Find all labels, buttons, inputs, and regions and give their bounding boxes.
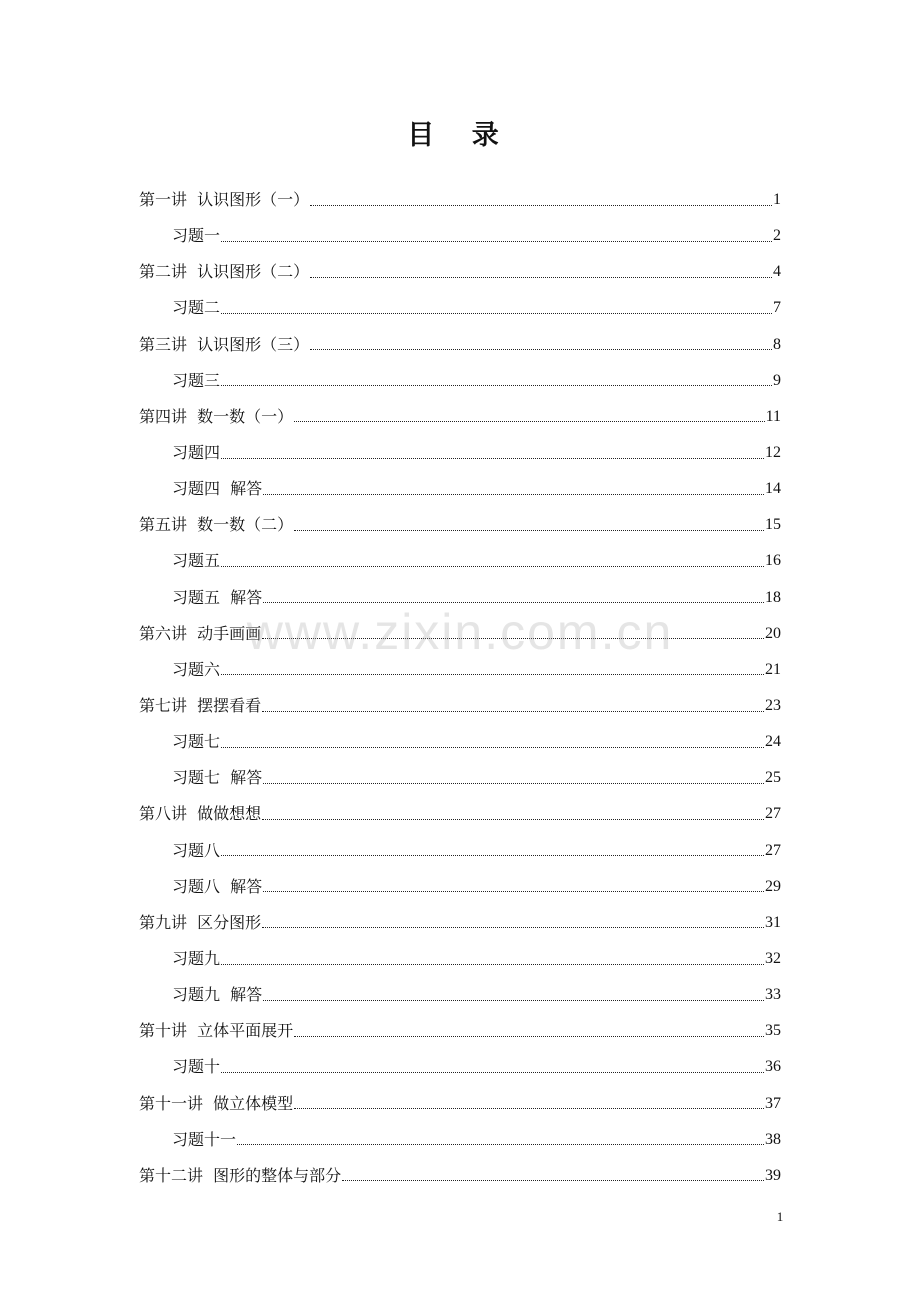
- toc-entry-page: 39: [765, 1166, 781, 1184]
- dot-leader: [262, 638, 764, 639]
- dot-leader: [263, 783, 764, 784]
- toc-entry-label: 第八讲 做做想想: [139, 804, 262, 824]
- toc-entry-page: 7: [773, 299, 781, 317]
- toc-entry[interactable]: [139, 796, 781, 832]
- toc-entry-page: 35: [765, 1022, 781, 1040]
- toc-entry-page: 4: [773, 263, 781, 281]
- toc-entry-page: 8: [773, 335, 781, 353]
- dot-leader: [221, 855, 764, 856]
- dot-leader: [294, 1036, 764, 1037]
- toc-entry-page: 20: [765, 624, 781, 642]
- toc-entry-label: 第四讲 数一数（一）: [139, 406, 294, 426]
- toc-subentry[interactable]: [139, 977, 781, 1013]
- toc-entry-label: 习题八: [172, 840, 221, 860]
- toc-entry-page: 18: [765, 588, 781, 606]
- toc-entry[interactable]: [139, 1013, 781, 1049]
- toc-entry-page: 32: [765, 950, 781, 968]
- toc-entry-page: 23: [765, 697, 781, 715]
- dot-leader: [263, 602, 764, 603]
- page-title: 目 录: [407, 120, 513, 151]
- toc-subentry[interactable]: [139, 543, 781, 579]
- toc-subentry[interactable]: [139, 1049, 781, 1085]
- toc-entry-page: 38: [765, 1130, 781, 1148]
- toc-entry-label: 习题二: [172, 298, 221, 318]
- toc-entry-label: 习题四: [172, 443, 221, 463]
- watermark: www.zixin.com.cn: [246, 604, 674, 660]
- toc-entry-label: 习题十: [172, 1057, 221, 1077]
- dot-leader: [237, 1144, 764, 1145]
- dot-leader: [221, 385, 772, 386]
- dot-leader: [262, 819, 764, 820]
- toc-entry-label: 第一讲 认识图形（一）: [139, 190, 310, 210]
- toc-entry-label: 习题四 解答: [172, 479, 263, 499]
- page-number: 1: [776, 1209, 784, 1224]
- toc-entry-page: 24: [765, 733, 781, 751]
- toc-entry[interactable]: [139, 905, 781, 941]
- toc-subentry[interactable]: [139, 580, 781, 616]
- dot-leader: [221, 313, 772, 314]
- toc-entry[interactable]: [139, 688, 781, 724]
- toc-subentry[interactable]: [139, 941, 781, 977]
- toc-entry-page: 12: [765, 444, 781, 462]
- toc-entry[interactable]: [139, 616, 781, 652]
- dot-leader: [221, 458, 764, 459]
- toc-subentry[interactable]: [139, 218, 781, 254]
- toc-entry-page: 37: [765, 1094, 781, 1112]
- toc-entry-label: 习题五: [172, 551, 221, 571]
- toc-entry-page: 27: [765, 805, 781, 823]
- toc-entry[interactable]: [139, 507, 781, 543]
- toc-entry-page: 11: [765, 407, 781, 425]
- toc-entry-label: 习题九 解答: [172, 985, 263, 1005]
- toc-entry[interactable]: [139, 254, 781, 290]
- toc-subentry[interactable]: [139, 435, 781, 471]
- dot-leader: [294, 421, 764, 422]
- toc-entry[interactable]: [139, 327, 781, 363]
- toc-entry-page: 33: [765, 986, 781, 1004]
- dot-leader: [221, 964, 764, 965]
- toc-entry-page: 27: [765, 841, 781, 859]
- toc-subentry[interactable]: [139, 724, 781, 760]
- dot-leader: [221, 747, 764, 748]
- dot-leader: [263, 1000, 764, 1001]
- toc-entry-label: 习题七 解答: [172, 768, 263, 788]
- dot-leader: [310, 349, 772, 350]
- toc-entry-label: 第九讲 区分图形: [139, 912, 262, 932]
- toc-entry-label: 习题八 解答: [172, 876, 263, 896]
- toc-entry-page: 16: [765, 552, 781, 570]
- toc-entry-label: 习题三: [172, 370, 221, 390]
- toc-entry[interactable]: [139, 182, 781, 218]
- toc-entry-page: 31: [765, 913, 781, 931]
- dot-leader: [294, 530, 764, 531]
- toc-entry-label: 第十讲 立体平面展开: [139, 1021, 294, 1041]
- toc-entry-label: 习题五 解答: [172, 587, 263, 607]
- toc-subentry[interactable]: [139, 869, 781, 905]
- toc-entry[interactable]: [139, 399, 781, 435]
- toc-entry-page: 21: [765, 660, 781, 678]
- toc-entry-label: 第七讲 摆摆看看: [139, 696, 262, 716]
- dot-leader: [221, 1072, 764, 1073]
- toc-entry-label: 习题一: [172, 226, 221, 246]
- toc-entry-page: 9: [773, 371, 781, 389]
- toc-entry-page: 29: [765, 877, 781, 895]
- dot-leader: [221, 566, 764, 567]
- toc-entry-label: 第十二讲 图形的整体与部分: [139, 1165, 342, 1185]
- dot-leader: [263, 891, 764, 892]
- dot-leader: [221, 674, 764, 675]
- toc-entry-page: 25: [765, 769, 781, 787]
- toc-entry-label: 习题九: [172, 949, 221, 969]
- dot-leader: [263, 494, 764, 495]
- toc-subentry[interactable]: [139, 1122, 781, 1158]
- toc-entry-page: 14: [765, 480, 781, 498]
- dot-leader: [310, 205, 772, 206]
- toc-entry-label: 第二讲 认识图形（二）: [139, 262, 310, 282]
- toc-entry-page: 2: [773, 227, 781, 245]
- toc-entry-label: 第十一讲 做立体模型: [139, 1093, 294, 1113]
- dot-leader: [342, 1180, 764, 1181]
- toc-entry[interactable]: [139, 1158, 781, 1194]
- dot-leader: [262, 711, 764, 712]
- toc-subentry[interactable]: [139, 363, 781, 399]
- toc-entry-page: 15: [765, 516, 781, 534]
- dot-leader: [294, 1108, 764, 1109]
- toc-subentry[interactable]: [139, 833, 781, 869]
- toc-entry-label: 第三讲 认识图形（三）: [139, 334, 310, 354]
- toc-entry-label: 第五讲 数一数（二）: [139, 515, 294, 535]
- toc-entry-page: 1: [773, 191, 781, 209]
- toc-subentry[interactable]: [139, 471, 781, 507]
- toc-entry-label: 第六讲 动手画画: [139, 623, 262, 643]
- toc-subentry[interactable]: [139, 760, 781, 796]
- toc-entry[interactable]: [139, 1086, 781, 1122]
- toc-entry-label: 习题十一: [172, 1129, 237, 1149]
- toc-entry-page: 36: [765, 1058, 781, 1076]
- toc-subentry[interactable]: [139, 652, 781, 688]
- dot-leader: [310, 277, 772, 278]
- table-of-contents: [139, 182, 781, 1194]
- dot-leader: [262, 927, 764, 928]
- toc-entry-label: 习题六: [172, 659, 221, 679]
- dot-leader: [221, 241, 772, 242]
- toc-entry-label: 习题七: [172, 732, 221, 752]
- toc-subentry[interactable]: [139, 290, 781, 326]
